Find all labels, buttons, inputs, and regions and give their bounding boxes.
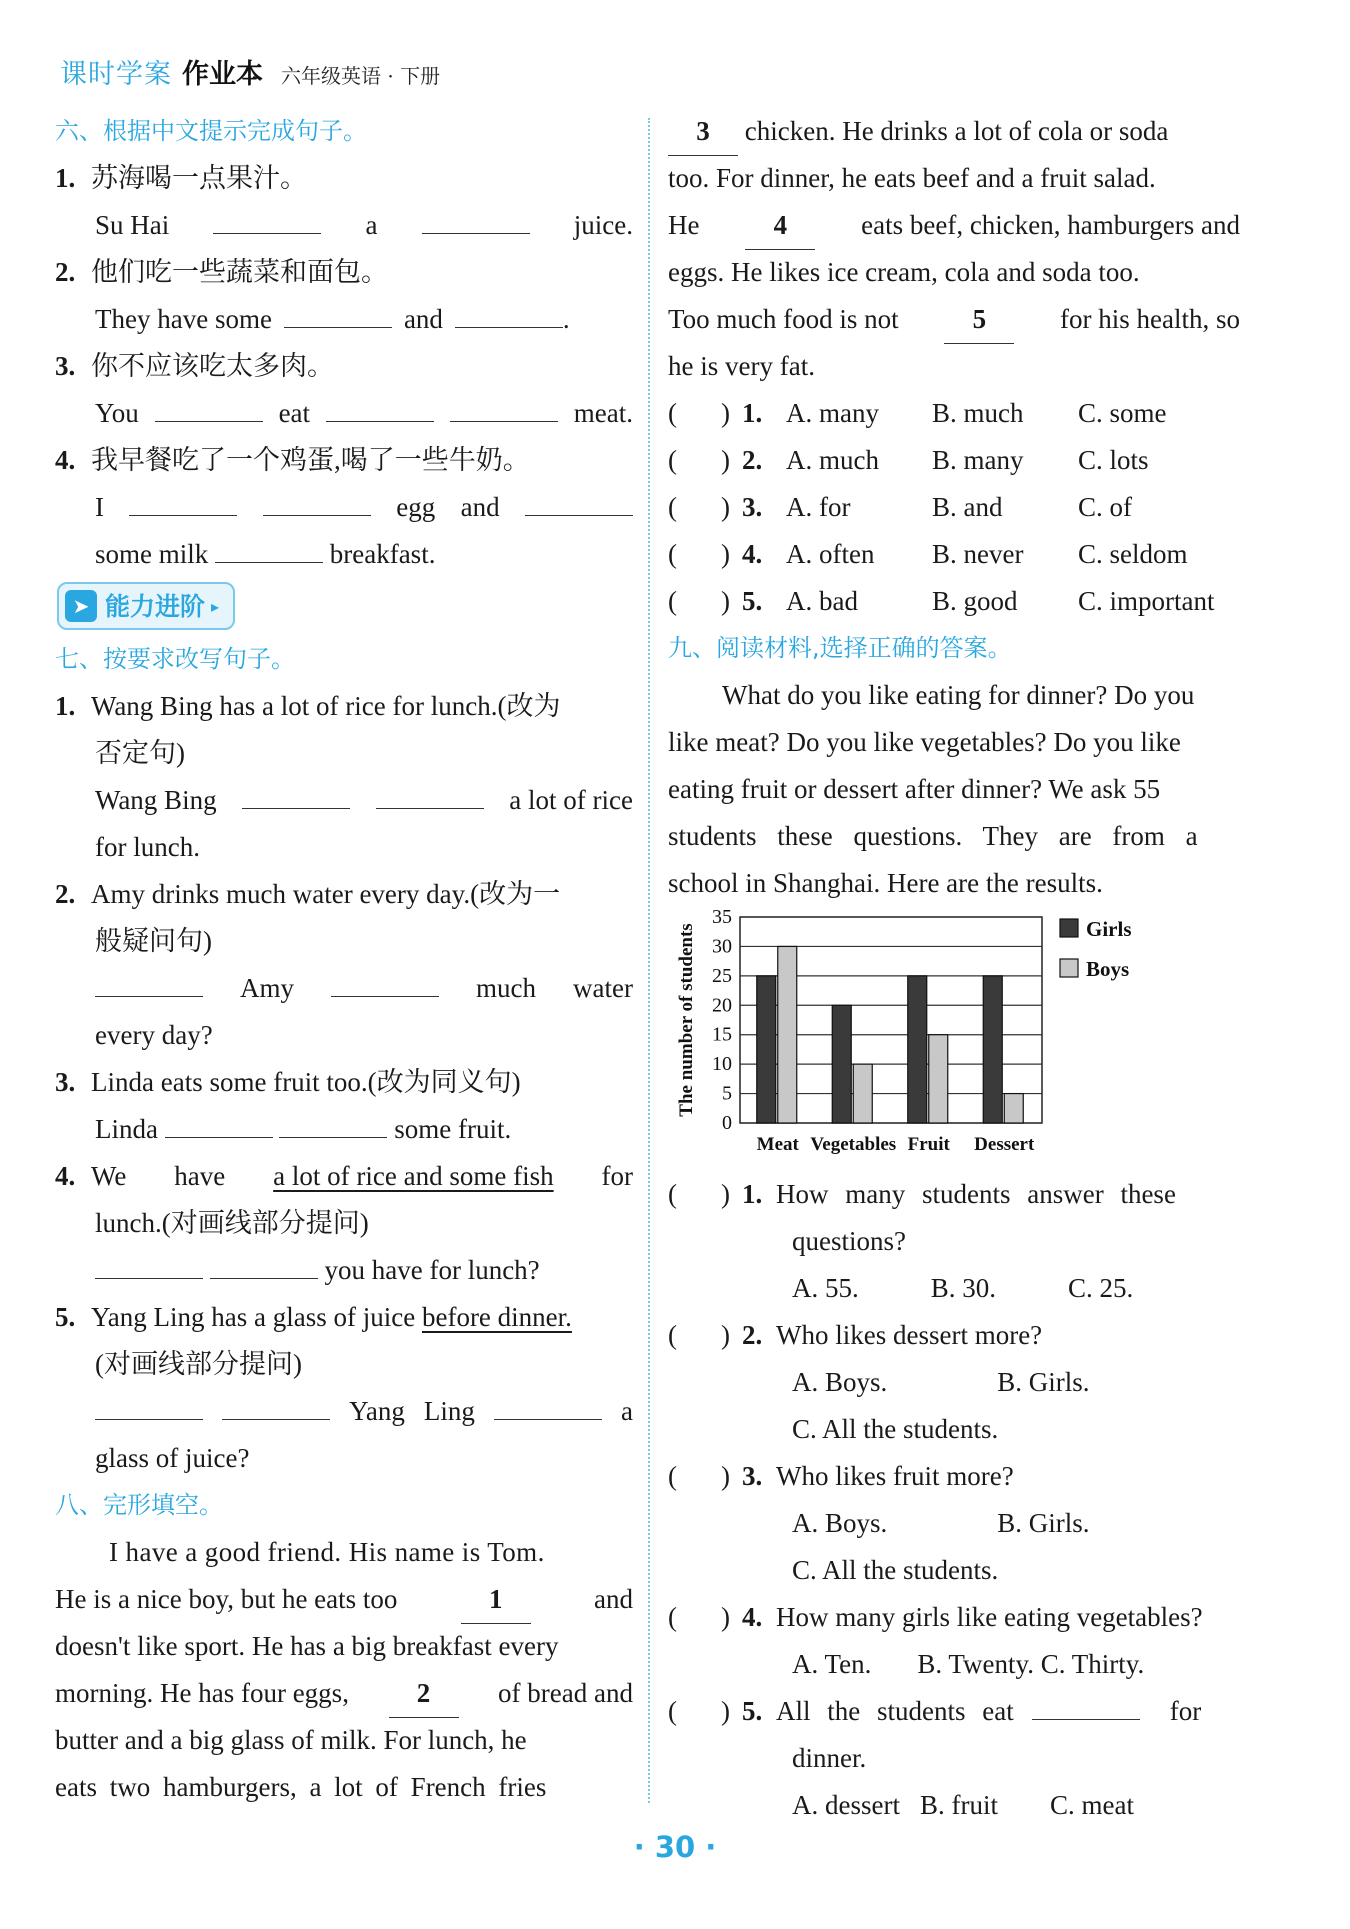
s7-q1-ans-b: for lunch. xyxy=(95,832,200,862)
answer-paren[interactable]: ( ) xyxy=(668,1696,730,1726)
answer-paren[interactable]: ( ) xyxy=(668,1320,730,1350)
page-header xyxy=(60,52,440,91)
answer-paren[interactable]: ( ) xyxy=(668,1602,730,1632)
answer-blank[interactable] xyxy=(263,489,371,516)
results-chart xyxy=(668,907,1240,1171)
s6-q4-en-a: I egg and xyxy=(55,484,633,531)
s7-q4-l1: 4. We have a lot of rice and some fish for xyxy=(55,1161,633,1191)
answer-blank[interactable] xyxy=(95,970,203,997)
s7-q1-l1: 1. Wang Bing has a lot of rice for lunch.(改为 xyxy=(55,691,561,721)
bar-girls-dessert xyxy=(983,976,1002,1123)
answer-blank[interactable] xyxy=(129,489,237,516)
bar-boys-dessert xyxy=(1004,1094,1023,1123)
cloze-line-12: he is very fat. xyxy=(668,351,815,381)
answer-blank[interactable] xyxy=(284,301,392,328)
cloze-line-11: Too much food is not 5 for his health, so xyxy=(668,296,1240,343)
legend-swatch-boys xyxy=(1060,959,1078,977)
s7-q5-l2: (对画线部分提问) xyxy=(95,1349,302,1379)
s7-q2-l2: 般疑问句) xyxy=(95,926,212,956)
answer-blank[interactable] xyxy=(1032,1693,1140,1720)
answer-blank[interactable] xyxy=(95,1252,203,1279)
s7-q1-ans: Wang Bing a lot of rice xyxy=(55,777,633,824)
bar-girls-meat xyxy=(757,976,776,1123)
s6-q3-cn: 3. 你不应该吃太多肉。 xyxy=(55,351,334,381)
cloze-line-5: butter and a big glass of milk. For lunch, he xyxy=(55,1725,527,1755)
answer-paren[interactable]: ( ) xyxy=(668,1179,730,1209)
answer-blank[interactable] xyxy=(215,536,323,563)
x-tick-label: Meat xyxy=(756,1134,799,1155)
answer-blank[interactable] xyxy=(165,1111,273,1138)
cloze-question: ( ) 1. A. many B. much C. some xyxy=(668,390,1240,437)
cloze-line-4: morning. He has four eggs, 2 of bread and xyxy=(55,1670,633,1717)
reading-q3-opts: A. Boys. B. Girls. xyxy=(792,1508,1090,1538)
s6-q1-cn: 1. 苏海喝一点果汁。 xyxy=(55,163,307,193)
cloze-line-10: eggs. He likes ice cream, cola and soda too. xyxy=(668,257,1140,287)
answer-blank[interactable] xyxy=(155,395,263,422)
cloze-blank-2[interactable]: 2 xyxy=(389,1670,459,1718)
section-6-title: 六、根据中文提示完成句子。 xyxy=(55,117,367,145)
answer-paren[interactable]: ( ) xyxy=(668,586,730,616)
answer-blank[interactable] xyxy=(95,1393,203,1420)
s7-q4-l2: lunch.(对画线部分提问) xyxy=(95,1208,369,1238)
reading-q2-opts: A. Boys. B. Girls. xyxy=(792,1367,1090,1397)
s6-q2-cn: 2. 他们吃一些蔬菜和面包。 xyxy=(55,257,388,287)
s6-q4-en-b: some milk breakfast. xyxy=(55,531,633,578)
answer-blank[interactable] xyxy=(279,1111,387,1138)
reading-q3: ( ) 3. Who likes fruit more? xyxy=(668,1453,1240,1500)
s7-q4-ans: you have for lunch? xyxy=(55,1247,633,1294)
y-tick-label: 10 xyxy=(712,1053,732,1076)
reading-q2-opts-b: C. All the students. xyxy=(792,1414,999,1444)
answer-blank[interactable] xyxy=(450,395,558,422)
s7-q3-l1: 3. Linda eats some fruit too.(改为同义句) xyxy=(55,1067,521,1097)
reading-line-5: school in Shanghai. Here are the results. xyxy=(668,868,1103,898)
y-tick-label: 15 xyxy=(712,1023,732,1046)
x-tick-label: Vegetables xyxy=(810,1134,897,1155)
reading-q3-opts-b: C. All the students. xyxy=(792,1555,999,1585)
bar-boys-vegetables xyxy=(853,1064,872,1123)
cloze-blank-3[interactable]: 3 xyxy=(668,108,738,156)
s7-q5-ans: Yang Ling a xyxy=(55,1388,633,1435)
page-number: · 30 · xyxy=(633,1830,717,1864)
answer-paren[interactable]: ( ) xyxy=(668,398,730,428)
section-7-title: 七、按要求改写句子。 xyxy=(55,645,295,673)
s7-q1-l2: 否定句) xyxy=(95,738,185,768)
ability-badge: ➤ 能力进阶 ▸ xyxy=(57,582,235,630)
bar-boys-meat xyxy=(778,946,797,1123)
reading-q2: ( ) 2. Who likes dessert more? xyxy=(668,1312,1240,1359)
answer-blank[interactable] xyxy=(213,207,321,234)
reading-line-4: students these questions. They are from a xyxy=(668,821,1198,851)
answer-blank[interactable] xyxy=(494,1393,602,1420)
brand-title: 课时学案 xyxy=(60,59,172,90)
column-divider xyxy=(648,118,650,1803)
y-tick-label: 0 xyxy=(722,1112,732,1134)
answer-blank[interactable] xyxy=(422,207,530,234)
s6-q1-en: Su Hai a juice. xyxy=(55,202,633,249)
bar-boys-fruit xyxy=(929,1035,948,1123)
cloze-options xyxy=(668,390,1240,625)
cloze-blank-4[interactable]: 4 xyxy=(745,202,815,250)
reading-q5-b: dinner. xyxy=(792,1743,867,1773)
reading-q4: ( ) 4. How many girls like eating vegetables? xyxy=(668,1594,1240,1641)
cloze-line-7: 3 chicken. He drinks a lot of cola or soda xyxy=(668,108,1240,155)
bar-chart-svg xyxy=(668,907,1240,1171)
answer-blank[interactable] xyxy=(331,970,439,997)
answer-paren[interactable]: ( ) xyxy=(668,445,730,475)
grade-subtitle: 六年级英语 · 下册 xyxy=(281,64,441,88)
bar-girls-vegetables xyxy=(832,1005,851,1123)
y-tick-label: 30 xyxy=(712,935,732,958)
cloze-line-1: I have a good friend. His name is Tom. xyxy=(109,1537,545,1567)
runner-icon: ➤ xyxy=(65,590,97,622)
s7-q2-ans-b: every day? xyxy=(95,1020,213,1050)
answer-blank[interactable] xyxy=(376,782,484,809)
s7-q5-ans-b: glass of juice? xyxy=(95,1443,250,1473)
right-column xyxy=(668,108,1240,1829)
answer-paren[interactable]: ( ) xyxy=(668,492,730,522)
answer-paren[interactable]: ( ) xyxy=(668,1461,730,1491)
cloze-question: ( ) 5. A. bad B. good C. important xyxy=(668,578,1240,625)
s6-q4-cn: 4. 我早餐吃了一个鸡蛋,喝了一些牛奶。 xyxy=(55,445,530,475)
y-tick-label: 25 xyxy=(712,964,732,987)
cloze-blank-1[interactable]: 1 xyxy=(461,1576,531,1624)
section-8-title: 八、完形填空。 xyxy=(55,1491,223,1519)
legend-label-girls: Girls xyxy=(1086,917,1132,941)
reading-q4-opts: A. Ten. B. Twenty. C. Thirty. xyxy=(792,1649,1145,1679)
s6-q2-en: They have some and . xyxy=(55,296,633,343)
answer-blank[interactable] xyxy=(210,1252,318,1279)
s7-q3-ans: Linda some fruit. xyxy=(55,1106,633,1153)
y-tick-label: 20 xyxy=(712,994,732,1017)
bar-girls-fruit xyxy=(908,976,927,1123)
left-column xyxy=(55,108,633,1811)
s7-q2-l1: 2. Amy drinks much water every day.(改为一 xyxy=(55,879,561,909)
x-tick-label: Fruit xyxy=(907,1134,950,1155)
y-axis-label: The number of students xyxy=(676,923,697,1117)
cloze-line-3: doesn't like sport. He has a big breakfast every xyxy=(55,1631,559,1661)
answer-blank[interactable] xyxy=(525,489,633,516)
reading-line-1: What do you like eating for dinner? Do you xyxy=(722,680,1195,710)
reading-line-2: like meat? Do you like vegetables? Do you like xyxy=(668,727,1181,757)
cloze-question: ( ) 3. A. for B. and C. of xyxy=(668,484,1240,531)
cloze-question: ( ) 2. A. much B. many C. lots xyxy=(668,437,1240,484)
s7-q5-l1: 5. Yang Ling has a glass of juice before dinner. xyxy=(55,1302,572,1332)
cloze-question: ( ) 4. A. often B. never C. seldom xyxy=(668,531,1240,578)
cloze-blank-5[interactable]: 5 xyxy=(944,296,1014,344)
reading-q5-opts: A. dessert B. fruit C. meat xyxy=(792,1790,1134,1820)
y-tick-label: 35 xyxy=(712,907,732,928)
reading-q1-b: questions? xyxy=(792,1226,906,1256)
answer-paren[interactable]: ( ) xyxy=(668,539,730,569)
s7-q2-ans: Amy much water xyxy=(55,965,633,1012)
reading-q5: ( ) 5. All the students eat for xyxy=(668,1688,1240,1735)
reading-q1: ( ) 1. How many students answer these xyxy=(668,1171,1240,1218)
reading-q1-opts: A. 55. B. 30. C. 25. xyxy=(792,1273,1134,1303)
cloze-line-2: He is a nice boy, but he eats too 1 and xyxy=(55,1576,633,1623)
brand-workbook: 作业本 xyxy=(182,59,263,90)
answer-blank[interactable] xyxy=(242,782,350,809)
legend-label-boys: Boys xyxy=(1086,957,1130,981)
s6-q3-en: You eat meat. xyxy=(55,390,633,437)
cloze-line-6: eats two hamburgers, a lot of French fries xyxy=(55,1772,547,1802)
x-tick-label: Dessert xyxy=(974,1134,1035,1155)
answer-blank[interactable] xyxy=(455,301,563,328)
cloze-line-8: too. For dinner, he eats beef and a fruit salad. xyxy=(668,163,1156,193)
answer-blank[interactable] xyxy=(326,395,434,422)
reading-line-3: eating fruit or dessert after dinner? We ask 55 xyxy=(668,774,1161,804)
section-9-title: 九、阅读材料,选择正确的答案。 xyxy=(668,634,1012,662)
legend-swatch-girls xyxy=(1060,919,1078,937)
y-tick-label: 5 xyxy=(722,1082,732,1105)
answer-blank[interactable] xyxy=(222,1393,330,1420)
cloze-line-9: He 4 eats beef, chicken, hamburgers and xyxy=(668,202,1240,249)
